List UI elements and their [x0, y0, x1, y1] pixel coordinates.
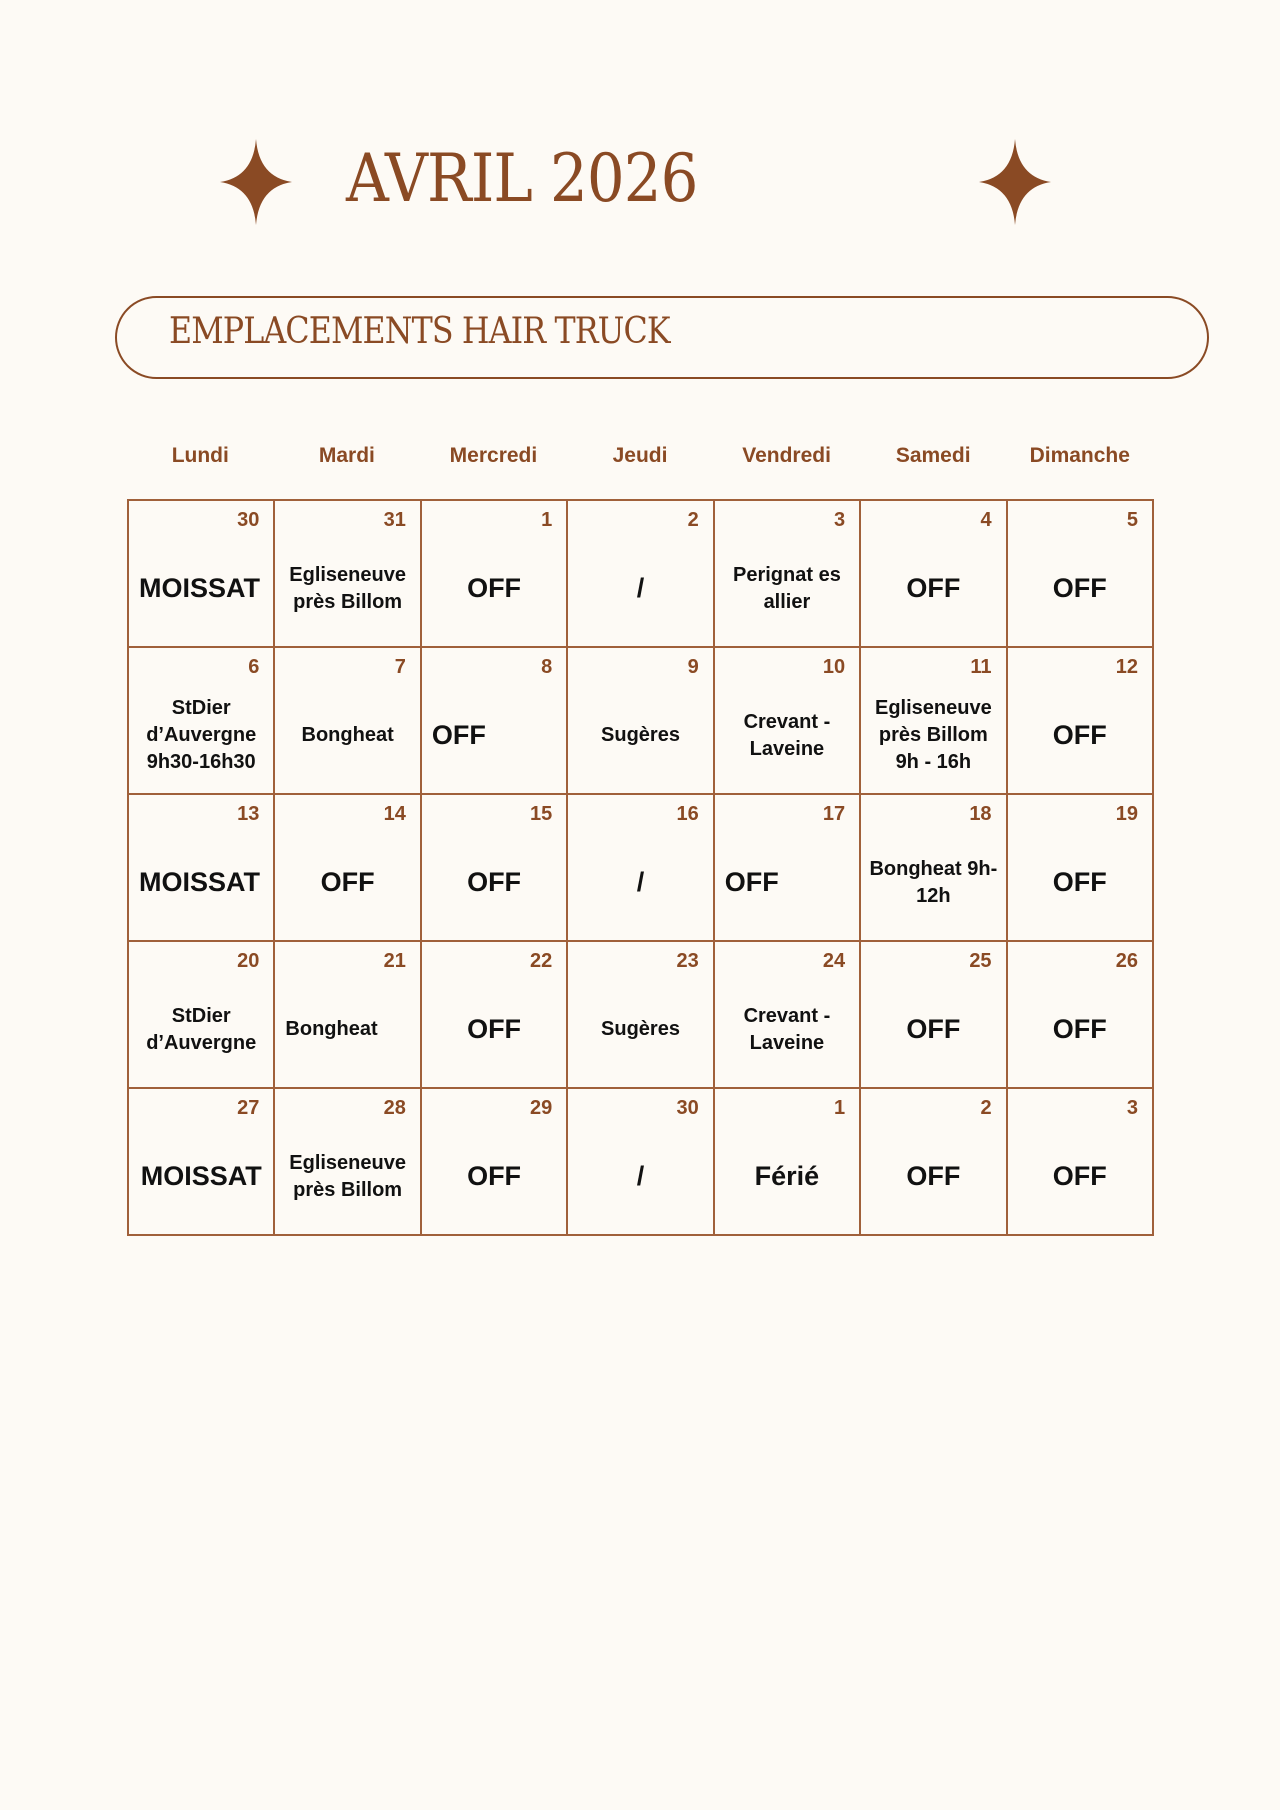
day-location: Perignat es allier	[733, 563, 841, 613]
day-number: 17	[822, 803, 846, 825]
day-location: OFF	[467, 1014, 522, 1044]
calendar-day-cell	[1008, 1089, 1154, 1236]
day-location: /	[636, 573, 645, 603]
day-location: Egliseneuve près Billom 9h - 16h	[874, 697, 992, 773]
calendar-day-cell	[568, 795, 714, 942]
day-location: Egliseneuve près Billom	[289, 563, 406, 613]
day-location: OFF	[1052, 867, 1107, 897]
day-number: 2	[980, 1097, 992, 1119]
day-number: 30	[237, 509, 260, 531]
day-number: 28	[383, 1097, 406, 1119]
day-number: 16	[676, 803, 699, 825]
calendar-day-cell	[422, 648, 568, 795]
weekday-label: Mardi	[318, 444, 375, 467]
calendar-day-cell	[715, 1089, 861, 1236]
calendar-day-cell	[275, 942, 421, 1089]
day-number: 10	[822, 656, 846, 678]
day-location: OFF	[467, 1161, 522, 1191]
day-location: MOISSAT	[139, 573, 260, 603]
weekday-label: Mercredi	[449, 444, 538, 467]
day-number: 29	[530, 1097, 553, 1119]
day-location: OFF	[431, 720, 486, 750]
day-number: 8	[541, 656, 553, 678]
calendar-day-cell	[422, 942, 568, 1089]
calendar-day-cell	[861, 501, 1007, 648]
day-number: 2	[687, 509, 699, 531]
day-number: 6	[248, 656, 260, 678]
day-number: 20	[237, 950, 260, 972]
weekday-label: Vendredi	[742, 444, 831, 467]
day-location: OFF	[320, 867, 375, 897]
day-location: Crevant - Laveine	[743, 710, 831, 760]
day-location: OFF	[906, 1161, 961, 1191]
day-number: 1	[541, 509, 553, 531]
calendar-day-cell	[568, 1089, 714, 1236]
day-number: 13	[237, 803, 260, 825]
day-location: OFF	[467, 867, 522, 897]
calendar-day-cell	[568, 648, 714, 795]
day-location: Egliseneuve près Billom	[289, 1151, 406, 1201]
day-number: 4	[980, 509, 992, 531]
day-number: 11	[970, 656, 992, 678]
day-number: 22	[530, 950, 553, 972]
day-location: Crevant - Laveine	[743, 1004, 831, 1054]
day-location: Férié	[754, 1161, 820, 1191]
weekday-label: Samedi	[895, 444, 971, 467]
calendar-day-cell	[715, 648, 861, 795]
day-number: 31	[383, 509, 406, 531]
day-number: 9	[687, 656, 699, 678]
day-location: /	[636, 1161, 645, 1191]
calendar-day-cell	[861, 648, 1007, 795]
calendar-grid	[127, 499, 1154, 1236]
weekday-label: Dimanche	[1029, 444, 1130, 467]
day-number: 27	[237, 1097, 260, 1119]
day-location: /	[636, 867, 645, 897]
calendar-day-cell	[1008, 795, 1154, 942]
day-number: 26	[1115, 950, 1138, 972]
calendar-day-cell	[275, 648, 421, 795]
weekday-header	[127, 444, 1153, 468]
day-location: Bongheat	[301, 724, 394, 746]
day-location: StDier d’Auvergne 9h30-16h30	[146, 697, 257, 773]
calendar-day-cell	[861, 942, 1007, 1089]
day-location: OFF	[1052, 1014, 1107, 1044]
calendar-day-cell	[275, 501, 421, 648]
day-location: Bongheat 9h-12h	[869, 857, 998, 907]
day-location: OFF	[467, 573, 522, 603]
sparkle-star-icon	[979, 139, 1051, 225]
day-location: OFF	[1052, 573, 1107, 603]
page-title: AVRIL 2026	[346, 140, 698, 217]
calendar-day-cell	[129, 1089, 275, 1236]
weekday-label: Jeudi	[612, 444, 668, 467]
day-number: 12	[1115, 656, 1138, 678]
day-number: 23	[676, 950, 699, 972]
day-location: MOISSAT	[139, 867, 260, 897]
day-location: Sugères	[601, 1018, 680, 1040]
day-location: OFF	[906, 573, 961, 603]
day-number: 18	[969, 803, 992, 825]
subtitle: EMPLACEMENTS HAIR TRUCK	[169, 311, 670, 352]
day-location: Bongheat	[285, 1018, 378, 1040]
calendar-day-cell	[129, 501, 275, 648]
calendar-day-cell	[715, 942, 861, 1089]
day-location: MOISSAT	[140, 1161, 262, 1191]
day-number: 30	[676, 1097, 699, 1119]
day-number: 5	[1126, 509, 1138, 531]
day-location: Sugères	[601, 724, 680, 746]
subtitle-banner	[115, 296, 1209, 379]
day-number: 24	[822, 950, 846, 972]
sparkle-star-icon	[220, 139, 292, 225]
calendar-day-cell	[715, 795, 861, 942]
day-location: OFF	[1052, 720, 1107, 750]
calendar-day-cell	[422, 795, 568, 942]
calendar-day-cell	[422, 1089, 568, 1236]
day-location: OFF	[1052, 1161, 1107, 1191]
day-location: OFF	[724, 867, 779, 897]
day-number: 19	[1115, 803, 1138, 825]
calendar-day-cell	[275, 795, 421, 942]
day-number: 21	[383, 950, 406, 972]
weekday-label: Lundi	[171, 444, 229, 467]
calendar-day-cell	[861, 1089, 1007, 1236]
day-location: StDier d’Auvergne	[146, 1004, 257, 1054]
day-number: 3	[834, 509, 846, 531]
calendar-day-cell	[568, 501, 714, 648]
calendar-day-cell	[129, 648, 275, 795]
day-number: 25	[969, 950, 992, 972]
calendar-day-cell	[715, 501, 861, 648]
calendar-day-cell	[568, 942, 714, 1089]
day-number: 1	[834, 1097, 846, 1119]
calendar-day-cell	[1008, 942, 1154, 1089]
calendar-day-cell	[129, 795, 275, 942]
calendar-day-cell	[129, 942, 275, 1089]
day-number: 15	[530, 803, 553, 825]
calendar-day-cell	[1008, 501, 1154, 648]
day-number: 3	[1126, 1097, 1138, 1119]
calendar-day-cell	[861, 795, 1007, 942]
day-location: OFF	[906, 1014, 961, 1044]
day-number: 7	[394, 656, 406, 678]
calendar-day-cell	[422, 501, 568, 648]
calendar-day-cell	[275, 1089, 421, 1236]
day-number: 14	[383, 803, 406, 825]
calendar-day-cell	[1008, 648, 1154, 795]
